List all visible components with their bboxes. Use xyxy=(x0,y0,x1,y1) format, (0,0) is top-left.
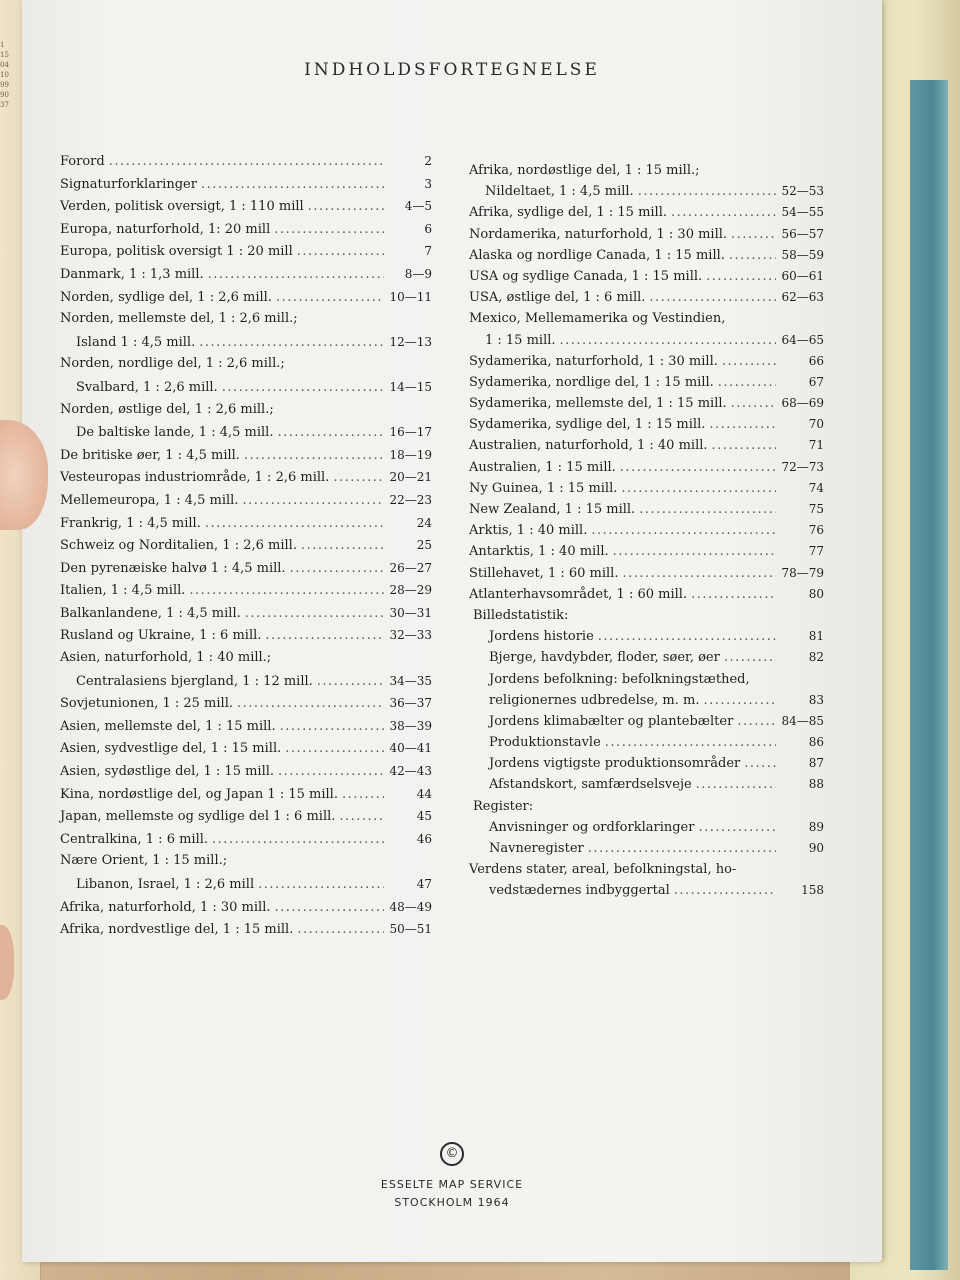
toc-leader-dots xyxy=(731,393,776,414)
toc-entry-page: 82 xyxy=(808,650,824,665)
toc-entry-label: Norden, sydlige del, 1 : 2,6 mill. xyxy=(60,289,272,305)
toc-entry-page: 30—31 xyxy=(389,605,432,620)
toc-entry-page: 3 xyxy=(424,176,432,191)
toc-entry xyxy=(60,353,432,376)
toc-entry xyxy=(469,160,824,181)
toc-leader-dots xyxy=(698,817,776,838)
toc-leader-dots xyxy=(613,541,776,562)
toc-leader-dots xyxy=(737,711,776,732)
toc-entry-page: 67 xyxy=(808,374,824,389)
publisher-footer xyxy=(22,1142,882,1212)
toc-entry xyxy=(469,732,824,753)
toc-entry xyxy=(469,351,824,372)
toc-leader-dots xyxy=(722,351,776,372)
toc-entry-label: Europa, naturforhold, 1: 20 mill xyxy=(60,221,271,237)
toc-entry-label: Kina, nordøstlige del, og Japan 1 : 15 mill. xyxy=(60,786,338,802)
toc-entry-label: Centralkina, 1 : 6 mill. xyxy=(60,831,209,847)
toc-entry xyxy=(469,626,824,647)
toc-entry-page: 62—63 xyxy=(781,290,824,305)
toc-leader-dots xyxy=(620,457,776,478)
toc-entry xyxy=(60,376,432,399)
toc-entry xyxy=(469,372,824,393)
toc-entry xyxy=(60,647,432,670)
toc-leader-dots xyxy=(671,202,776,223)
toc-entry-page: 71 xyxy=(808,438,824,453)
toc-entry-page: 2 xyxy=(424,154,432,168)
toc-entry-label: Sydamerika, mellemste del, 1 : 15 mill. xyxy=(469,396,727,412)
toc-entry xyxy=(60,512,432,535)
left-page-edge-numbers xyxy=(0,40,12,110)
toc-entry xyxy=(469,605,824,626)
toc-entry xyxy=(60,737,432,760)
toc-entry xyxy=(469,669,824,690)
toc-entry-label: USA, østlige del, 1 : 6 mill. xyxy=(469,290,646,306)
toc-entry xyxy=(469,838,824,859)
toc-entry-page: 64—65 xyxy=(781,332,824,347)
left-edge-number: 99 xyxy=(0,81,9,89)
toc-entry-page: 8—9 xyxy=(404,266,432,281)
toc-leader-dots xyxy=(244,445,384,468)
toc-left-column xyxy=(60,150,432,941)
toc-leader-dots xyxy=(245,603,384,626)
toc-entry-page: 70 xyxy=(808,417,824,432)
toc-entry-page: 32—33 xyxy=(389,628,432,643)
toc-entry xyxy=(469,499,824,520)
toc-leader-dots xyxy=(339,806,384,829)
toc-entry-label: Sovjetunionen, 1 : 25 mill. xyxy=(60,696,233,712)
toc-entry xyxy=(469,563,824,584)
toc-entry xyxy=(469,181,824,202)
left-edge-number: 15 xyxy=(0,51,9,59)
toc-entry xyxy=(60,692,432,715)
toc-entry-label: Japan, mellemste og sydlige del 1 : 6 mill. xyxy=(60,809,336,825)
toc-entry xyxy=(469,584,824,605)
toc-entry xyxy=(469,287,824,308)
toc-entry-page: 78—79 xyxy=(781,565,824,580)
toc-right-column xyxy=(469,160,824,902)
toc-leader-dots xyxy=(237,693,384,716)
toc-entry-label: Centralasiens bjergland, 1 : 12 mill. xyxy=(76,673,313,689)
page-title: INDHOLDSFORTEGNELSE xyxy=(304,60,600,80)
toc-entry-label: Island 1 : 4,5 mill. xyxy=(76,334,196,350)
toc-leader-dots xyxy=(731,224,776,245)
toc-entry-page: 50—51 xyxy=(389,922,432,937)
toc-entry xyxy=(469,520,824,541)
toc-entry-page: 4—5 xyxy=(404,199,432,214)
toc-entry xyxy=(60,918,432,941)
toc-entry xyxy=(469,690,824,711)
left-edge-number: 10 xyxy=(0,71,9,79)
toc-entry xyxy=(60,331,432,354)
toc-leader-dots xyxy=(301,535,384,558)
toc-leader-dots xyxy=(622,563,776,584)
toc-entry-label: Verdens stater, areal, befolkningstal, ho- xyxy=(469,862,737,878)
toc-entry-page: 6 xyxy=(424,221,432,236)
toc-entry-page: 18—19 xyxy=(389,447,432,462)
toc-entry xyxy=(469,647,824,668)
toc-entry-page: 77 xyxy=(808,544,824,559)
toc-entry-label: Jordens vigtigste produktionsområder xyxy=(489,756,741,772)
toc-entry-page: 16—17 xyxy=(389,425,432,440)
toc-leader-dots xyxy=(208,264,384,287)
toc-leader-dots xyxy=(333,467,384,490)
toc-entry xyxy=(60,850,432,873)
toc-entry-page: 26—27 xyxy=(389,560,432,575)
toc-entry-label: Billedstatistik: xyxy=(473,607,569,623)
toc-entry-label: Mexico, Mellemamerika og Vestindien, xyxy=(469,311,726,327)
toc-leader-dots xyxy=(729,245,776,266)
toc-entry xyxy=(469,711,824,732)
toc-entry-label: Stillehavet, 1 : 60 mill. xyxy=(469,565,619,581)
toc-entry-label: Frankrig, 1 : 4,5 mill. xyxy=(60,515,201,531)
toc-entry-label: Asien, sydøstlige del, 1 : 15 mill. xyxy=(60,764,275,780)
toc-entry xyxy=(469,330,824,351)
toc-leader-dots xyxy=(212,829,384,852)
toc-leader-dots xyxy=(342,784,384,807)
toc-entry-label: Verden, politisk oversigt, 1 : 110 mill xyxy=(60,199,304,215)
toc-entry xyxy=(469,859,824,880)
toc-entry-label: Jordens befolkning: befolkningstæthed, xyxy=(489,671,750,687)
toc-entry-label: Norden, mellemste del, 1 : 2,6 mill.; xyxy=(60,311,298,327)
toc-entry-label: Jordens klimabælter og plantebælter xyxy=(489,713,734,729)
toc-entry-label: Produktionstavle xyxy=(489,735,601,751)
toc-entry xyxy=(60,466,432,489)
toc-entry-page: 22—23 xyxy=(389,492,432,507)
toc-entry xyxy=(60,624,432,647)
toc-leader-dots xyxy=(621,478,776,499)
toc-entry xyxy=(60,150,432,173)
toc-entry-page: 28—29 xyxy=(389,583,432,598)
toc-entry-page: 56—57 xyxy=(781,226,824,241)
toc-leader-dots xyxy=(205,513,384,536)
toc-entry-page: 66 xyxy=(808,353,824,368)
toc-entry-page: 44 xyxy=(416,786,432,801)
left-edge-number: 37 xyxy=(0,101,9,109)
toc-entry-page: 48—49 xyxy=(389,899,432,914)
toc-leader-dots xyxy=(674,880,776,901)
toc-entry-page: 36—37 xyxy=(389,696,432,711)
toc-entry xyxy=(469,753,824,774)
toc-entry-label: Mellemeuropa, 1 : 4,5 mill. xyxy=(60,492,239,508)
toc-entry-label: Den pyrenæiske halvø 1 : 4,5 mill. xyxy=(60,560,286,576)
toc-entry xyxy=(469,224,824,245)
toc-entry-label: religionernes udbredelse, m. m. xyxy=(489,692,700,708)
toc-entry-label: Alaska og nordlige Canada, 1 : 15 mill. xyxy=(469,247,725,263)
toc-entry-page: 68—69 xyxy=(781,396,824,411)
toc-entry-label: Afrika, nordvestlige del, 1 : 15 mill. xyxy=(60,922,294,938)
toc-entry-label: USA og sydlige Canada, 1 : 15 mill. xyxy=(469,268,703,284)
toc-entry xyxy=(60,783,432,806)
toc-entry xyxy=(60,760,432,783)
toc-entry-label: 1 : 15 mill. xyxy=(485,332,556,348)
toc-leader-dots xyxy=(744,753,776,774)
toc-entry xyxy=(469,478,824,499)
book-cover-blue-strip xyxy=(910,80,948,1270)
book-page xyxy=(22,0,882,1262)
toc-entry xyxy=(60,399,432,422)
toc-entry-label: Jordens historie xyxy=(489,629,594,645)
toc-entry xyxy=(60,828,432,851)
toc-entry-label: De britiske øer, 1 : 4,5 mill. xyxy=(60,447,240,463)
toc-entry-label: Svalbard, 1 : 2,6 mill. xyxy=(76,379,218,395)
toc-entry xyxy=(469,541,824,562)
toc-entry xyxy=(60,308,432,331)
toc-leader-dots xyxy=(560,330,776,351)
toc-entry-label: Afrika, nordøstlige del, 1 : 15 mill.; xyxy=(469,163,700,178)
toc-entry-label: Bjerge, havdybder, floder, søer, øer xyxy=(489,650,720,666)
toc-entry xyxy=(469,245,824,266)
toc-entry-label: Anvisninger og ordforklaringer xyxy=(489,819,695,835)
toc-leader-dots xyxy=(696,774,776,795)
toc-entry-page: 90 xyxy=(808,841,824,855)
copyright-icon: © xyxy=(440,1142,464,1166)
toc-entry-label: Afrika, naturforhold, 1 : 30 mill. xyxy=(60,899,271,915)
toc-entry-page: 87 xyxy=(808,756,824,771)
toc-leader-dots xyxy=(598,626,776,647)
toc-entry-label: Nildeltaet, 1 : 4,5 mill. xyxy=(485,184,634,200)
toc-entry-label: Australien, naturforhold, 1 : 40 mill. xyxy=(469,438,708,454)
toc-leader-dots xyxy=(591,520,776,541)
toc-entry-label: Asien, sydvestlige del, 1 : 15 mill. xyxy=(60,741,282,757)
toc-entry xyxy=(469,393,824,414)
toc-entry-page: 89 xyxy=(808,819,824,834)
toc-entry xyxy=(60,173,432,196)
toc-entry xyxy=(469,774,824,795)
toc-leader-dots xyxy=(242,490,384,513)
left-edge-number: 1 xyxy=(0,41,5,49)
toc-entry xyxy=(60,421,432,444)
publisher-name: ESSELTE MAP SERVICE xyxy=(380,1178,524,1191)
toc-entry-page: 54—55 xyxy=(781,205,824,220)
toc-leader-dots xyxy=(265,625,384,648)
toc-leader-dots xyxy=(201,174,384,197)
left-edge-number: 04 xyxy=(0,61,9,69)
toc-entry xyxy=(469,457,824,478)
toc-entry-page: 76 xyxy=(808,523,824,538)
toc-leader-dots xyxy=(109,151,384,174)
toc-entry xyxy=(60,873,432,896)
toc-leader-dots xyxy=(638,181,776,202)
toc-entry-page: 60—61 xyxy=(781,268,824,283)
toc-entry-label: Vesteuropas industriområde, 1 : 2,6 mill. xyxy=(60,470,330,486)
toc-entry-label: Sydamerika, naturforhold, 1 : 30 mill. xyxy=(469,353,718,369)
toc-leader-dots xyxy=(691,584,776,605)
toc-entry xyxy=(60,579,432,602)
toc-leader-dots xyxy=(280,716,384,739)
toc-entry-page: 88 xyxy=(808,777,824,792)
toc-entry xyxy=(60,557,432,580)
toc-entry-label: Schweiz og Norditalien, 1 : 2,6 mill. xyxy=(60,538,297,554)
toc-leader-dots xyxy=(588,838,776,859)
toc-entry xyxy=(60,715,432,738)
toc-entry-page: 10—11 xyxy=(389,289,432,304)
toc-entry xyxy=(60,896,432,919)
toc-entry-page: 74 xyxy=(808,480,824,495)
toc-entry xyxy=(60,195,432,218)
toc-entry-label: Nære Orient, 1 : 15 mill.; xyxy=(60,853,228,869)
toc-entry-label: De baltiske lande, 1 : 4,5 mill. xyxy=(76,425,274,441)
toc-entry-label: Sydamerika, nordlige del, 1 : 15 mill. xyxy=(469,374,714,390)
toc-entry-page: 38—39 xyxy=(389,718,432,733)
toc-entry-page: 84—85 xyxy=(781,713,824,728)
toc-leader-dots xyxy=(297,919,384,942)
toc-leader-dots xyxy=(709,414,776,435)
toc-entry-label: Asien, naturforhold, 1 : 40 mill.; xyxy=(60,650,272,666)
toc-entry xyxy=(469,308,824,329)
toc-entry xyxy=(469,414,824,435)
toc-entry-label: Navneregister xyxy=(489,841,584,856)
toc-leader-dots xyxy=(285,738,384,761)
toc-leader-dots xyxy=(258,874,384,897)
toc-entry-page: 14—15 xyxy=(389,379,432,394)
toc-entry-label: Signaturforklaringer xyxy=(60,176,197,192)
toc-entry-label: Danmark, 1 : 1,3 mill. xyxy=(60,266,204,282)
toc-leader-dots xyxy=(222,377,384,400)
toc-leader-dots xyxy=(724,647,776,668)
toc-entry-label: Balkanlandene, 1 : 4,5 mill. xyxy=(60,605,241,621)
toc-entry-page: 52—53 xyxy=(781,184,824,199)
toc-leader-dots xyxy=(277,422,384,445)
toc-entry xyxy=(60,489,432,512)
toc-leader-dots xyxy=(703,690,776,711)
toc-leader-dots xyxy=(605,732,776,753)
toc-leader-dots xyxy=(639,499,776,520)
toc-leader-dots xyxy=(278,761,384,784)
toc-leader-dots xyxy=(706,266,776,287)
toc-entry-page: 75 xyxy=(808,502,824,516)
toc-entry-page: 80 xyxy=(808,586,824,601)
toc-leader-dots xyxy=(649,287,776,308)
toc-entry xyxy=(469,266,824,287)
toc-entry-page: 72—73 xyxy=(781,459,824,474)
toc-entry-label: Ny Guinea, 1 : 15 mill. xyxy=(469,480,618,496)
toc-entry xyxy=(469,435,824,456)
toc-entry-page: 158 xyxy=(801,883,824,898)
toc-entry-page: 24 xyxy=(416,515,432,530)
toc-entry-page: 58—59 xyxy=(781,247,824,262)
toc-entry xyxy=(60,670,432,693)
toc-entry-page: 34—35 xyxy=(389,673,432,688)
toc-entry-label: Italien, 1 : 4,5 mill. xyxy=(60,583,186,599)
toc-leader-dots xyxy=(274,219,384,242)
toc-entry-page: 86 xyxy=(808,735,824,750)
toc-entry xyxy=(60,602,432,625)
toc-entry-page: 46 xyxy=(416,831,432,846)
toc-entry-page: 40—41 xyxy=(389,741,432,756)
toc-entry xyxy=(60,444,432,467)
publisher-city-year: STOCKHOLM 1964 xyxy=(394,1196,510,1209)
toc-entry-label: New Zealand, 1 : 15 mill. xyxy=(469,502,636,517)
toc-leader-dots xyxy=(317,671,384,694)
toc-entry xyxy=(469,817,824,838)
toc-entry xyxy=(60,534,432,557)
toc-entry-label: Forord xyxy=(60,154,105,169)
toc-entry-label: Nordamerika, naturforhold, 1 : 30 mill. xyxy=(469,226,728,242)
toc-entry-label: Europa, politisk oversigt 1 : 20 mill xyxy=(60,244,293,260)
toc-entry xyxy=(469,880,824,901)
toc-entry-page: 83 xyxy=(808,692,824,707)
toc-entry xyxy=(60,805,432,828)
toc-entry-page: 20—21 xyxy=(389,470,432,485)
toc-entry-label: vedstædernes indbyggertal xyxy=(489,883,670,899)
toc-entry-page: 81 xyxy=(808,629,824,644)
toc-entry-page: 25 xyxy=(416,538,432,553)
toc-entry xyxy=(60,218,432,241)
toc-entry-page: 42—43 xyxy=(389,764,432,779)
toc-entry xyxy=(60,263,432,286)
toc-leader-dots xyxy=(199,332,384,355)
toc-entry-label: Rusland og Ukraine, 1 : 6 mill. xyxy=(60,628,262,644)
toc-leader-dots xyxy=(712,435,776,456)
toc-entry-label: Afrika, sydlige del, 1 : 15 mill. xyxy=(469,205,667,221)
toc-entry xyxy=(60,286,432,309)
toc-entry-label: Libanon, Israel, 1 : 2,6 mill xyxy=(76,877,255,892)
toc-entry-label: Norden, nordlige del, 1 : 2,6 mill.; xyxy=(60,356,285,372)
toc-entry-label: Afstandskort, samfærdselsveje xyxy=(489,777,692,793)
toc-entry-page: 47 xyxy=(416,877,432,891)
toc-entry-page: 7 xyxy=(424,244,432,259)
toc-entry-label: Register: xyxy=(473,798,534,814)
toc-leader-dots xyxy=(275,897,385,920)
toc-entry xyxy=(469,796,824,817)
toc-entry-page: 12—13 xyxy=(389,334,432,349)
toc-leader-dots xyxy=(290,558,384,581)
toc-entry-page: 45 xyxy=(416,809,432,824)
toc-entry xyxy=(469,202,824,223)
toc-leader-dots xyxy=(308,196,384,219)
toc-leader-dots xyxy=(297,241,384,264)
toc-leader-dots xyxy=(718,372,776,393)
toc-entry-label: Antarktis, 1 : 40 mill. xyxy=(469,544,609,560)
toc-entry xyxy=(60,240,432,263)
toc-entry-label: Atlanterhavsområdet, 1 : 60 mill. xyxy=(469,586,688,602)
toc-leader-dots xyxy=(189,580,384,603)
toc-leader-dots xyxy=(276,287,384,310)
toc-entry-label: Norden, østlige del, 1 : 2,6 mill.; xyxy=(60,401,274,417)
left-edge-number: 90 xyxy=(0,91,9,99)
toc-entry-label: Australien, 1 : 15 mill. xyxy=(469,459,616,475)
toc-entry-label: Arktis, 1 : 40 mill. xyxy=(469,523,588,539)
toc-entry-label: Sydamerika, sydlige del, 1 : 15 mill. xyxy=(469,417,706,433)
toc-entry-label: Asien, mellemste del, 1 : 15 mill. xyxy=(60,718,276,734)
